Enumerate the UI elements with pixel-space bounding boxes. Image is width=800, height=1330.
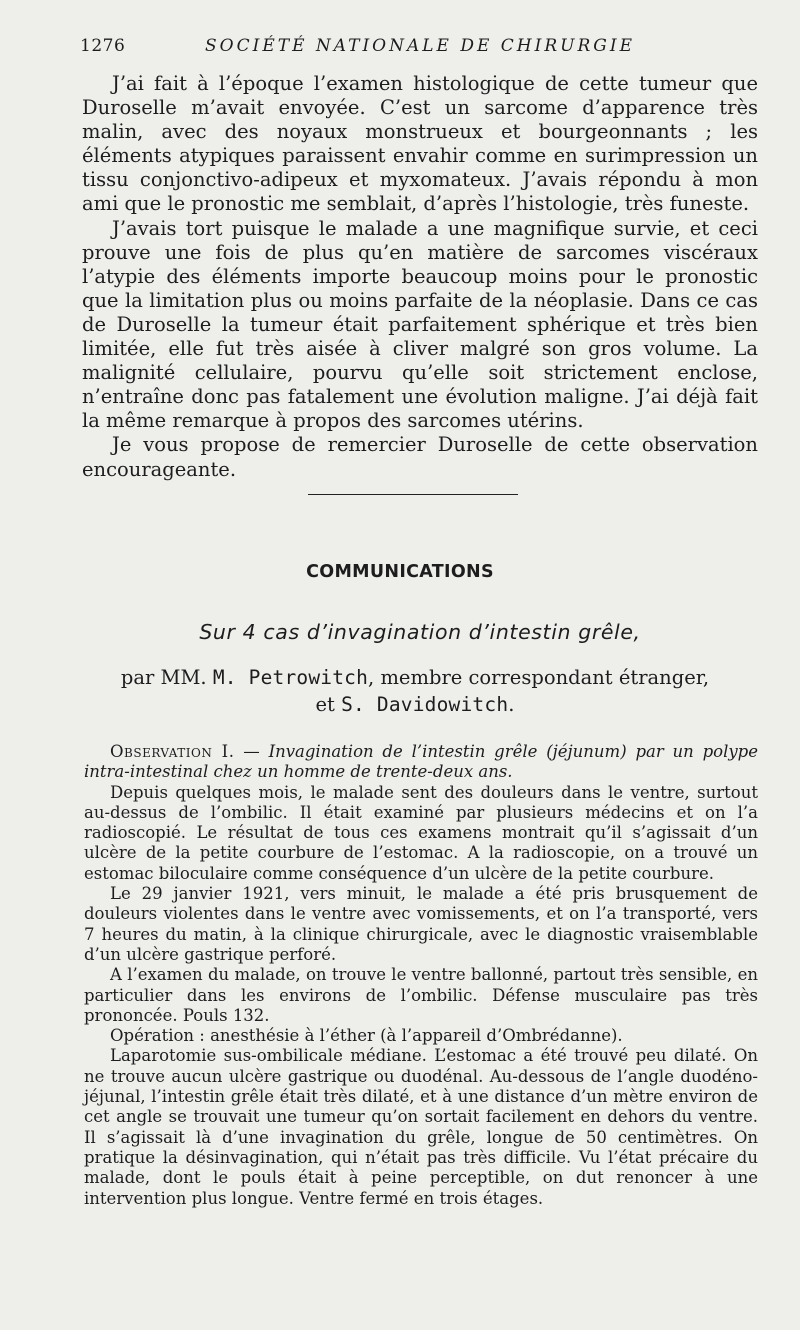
- page-number: 1276: [80, 36, 126, 56]
- observation-title: Invagination de l’intestin grêle (jéjunum) par un polype intra-intestinal chez un homme de trente-deux ans.: [84, 742, 758, 782]
- observation-dash: —: [234, 742, 269, 761]
- observation-paragraph: Opération : anesthésie à l’éther (à l’appareil d’Ombrédanne).: [110, 1026, 623, 1046]
- section-title: COMMUNICATIONS: [306, 562, 494, 582]
- running-title: SOCIÉTÉ NATIONALE DE CHIRURGIE: [205, 36, 635, 56]
- authors-line-2: [0, 691, 800, 718]
- discussion-paragraph: Je vous propose de remercier Duroselle de cette observation encourageante.: [82, 433, 758, 481]
- article-authors: [0, 664, 800, 718]
- observation-paragraph: Le 29 janvier 1921, vers minuit, le malade a été pris brusquement de douleurs violentes dans le ventre avec vomissements, et on l’a transporté, vers 7 heures du matin, à la clinique chirurgicale, avec le diagnostic vraisemblable d’un ulcère gastrique perforé.: [84, 884, 758, 964]
- article-title: Sur 4 cas d’invagination d’intestin grêle,: [199, 620, 641, 644]
- section-divider: [308, 494, 518, 495]
- author-name: S. Davidowitch: [341, 693, 509, 716]
- observation-paragraph: A l’examen du malade, on trouve le ventre ballonné, partout très sensible, en particulier dans les environs de l’ombilic. Défense musculaire pas très prononcée. Pouls 132.: [84, 965, 758, 1025]
- discussion-paragraph: J’ai fait à l’époque l’examen histologique de cette tumeur que Duroselle m’avait envoyée. C’est un sarcome d’apparence très malin, avec des noyaux monstrueux et bourgeonnants ; les éléments atypiques paraissent envahir comme en surimpression un tissu conjonctivo-adipeux et myxomateux. J’avais répondu à mon ami que le pronostic me semblait, d’après l’histologie, très funeste.: [82, 72, 758, 216]
- observation-paragraph: Depuis quelques mois, le malade sent des douleurs dans le ventre, surtout au-dessus de l’ombilic. Il était examiné par plusieurs médecins et on l’a radioscopié. Le résultat de tous ces examens montrait qu’il s’agissait d’un ulcère de la petite courbure de l’estomac. A la radioscopie, on a trouvé un estomac biloculaire comme conséquence d’un ulcère de la petite courbure.: [84, 782, 758, 883]
- author-name: M. Petrowitch: [212, 666, 369, 689]
- observation-text: [84, 742, 758, 1209]
- author-role: , membre correspondant étranger,: [368, 666, 710, 689]
- authors-line-1: [0, 664, 800, 691]
- discussion-text: [82, 72, 758, 482]
- authors-join: et: [315, 693, 342, 716]
- authors-prefix: par MM.: [120, 666, 213, 689]
- observation-heading: [84, 742, 758, 783]
- authors-end: .: [508, 693, 515, 716]
- observation-paragraph: Laparotomie sus-ombilicale médiane. L’estomac a été trouvé peu dilaté. On ne trouve aucun ulcère gastrique ou duodénal. Au-dessous de l’angle duodéno-jéjunal, l’intestin grêle était très dilaté, et à une distance d’un mètre environ de cet angle se trouvait une tumeur qu’on sortait facilement en dehors du ventre. Il s’agissait là d’une invagination du grêle, longue de 50 centimètres. On pratique la désinvagination, qui n’était pas très difficile. Vu l’état précaire du malade, dont le pouls était à peine perceptible, on dut renoncer à une intervention plus longue. Ventre fermé en trois étages.: [84, 1046, 758, 1208]
- observation-label: Observation I.: [110, 742, 235, 761]
- discussion-paragraph: J’avais tort puisque le malade a une magnifique survie, et ceci prouve une fois de plus qu’en matière de sarcomes viscéraux l’atypie des éléments importe beaucoup moins pour le pronostic que la limitation plus ou moins parfaite de la néoplasie. Dans ce cas de Duroselle la tumeur était parfaitement sphérique et très bien limitée, elle fut très aisée à cliver malgré son gros volume. La malignité cellulaire, pourvu qu’elle soit strictement enclose, n’entraîne donc pas fatalement une évolution maligne. J’ai déjà fait la même remarque à propos des sarcomes utérins.: [82, 216, 758, 433]
- page-header: [80, 36, 760, 58]
